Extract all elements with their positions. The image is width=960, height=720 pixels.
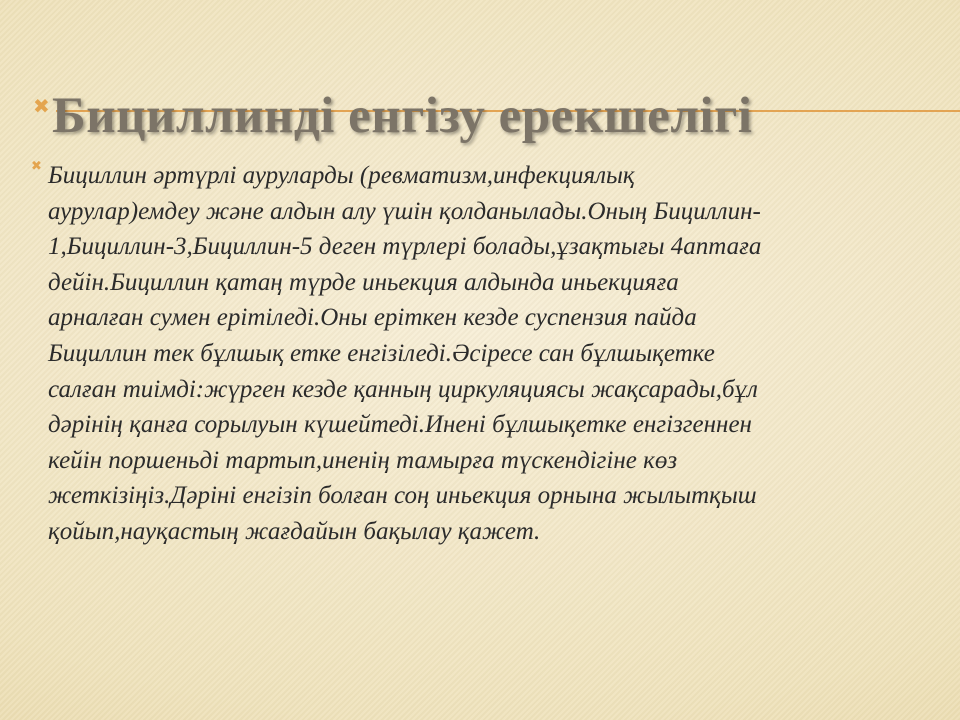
slide-title: Бициллинді енгізу ерекшелігі bbox=[52, 88, 753, 144]
body-line: арналған сумен ерітіледі.Оны ерiткен кезде суспензия пайда bbox=[48, 304, 697, 332]
slide-body-text bbox=[48, 158, 956, 550]
body-line: Бициллин әртүрлі ауруларды (ревматизм,инфекциялық bbox=[48, 162, 635, 189]
body-line: дейін.Бициллин қатаң түрде иньекция алдында иньекцияға bbox=[48, 268, 679, 296]
body-line: 1,Бициллин-3,Бициллин-5 деген түрлері болады,ұзақтығы 4аптаға bbox=[48, 233, 762, 261]
body-line: жеткізіңіз.Дәріні енгізіп болған соң иньекция орнына жылытқыш bbox=[48, 482, 757, 510]
body-line: салған тиiмдi:жүрген кезде қанның циркуляциясы жақсарады,бұл bbox=[48, 375, 758, 403]
body-line: Бициллин тек бұлшық етке енгiзiледi.Әсiресе сан бұлшықетке bbox=[48, 339, 715, 367]
body-line: кейін поршеньді тартып,иненің тамырға түскендігіне көз bbox=[48, 446, 678, 474]
x-bullet-icon: ✖ bbox=[31, 159, 42, 174]
body-line: дәрiнiң қанға сорылуын күшейтедi.Инені бұлшықетке енгізгеннен bbox=[48, 411, 752, 439]
body-line: қойып,науқастың жағдайын бақылау қажет. bbox=[48, 517, 541, 545]
x-bullet-icon: ✖ bbox=[33, 94, 50, 118]
body-line: аурулар)емдеу және алдын алу үшін қолданылады.Оның Бициллин- bbox=[48, 197, 761, 225]
